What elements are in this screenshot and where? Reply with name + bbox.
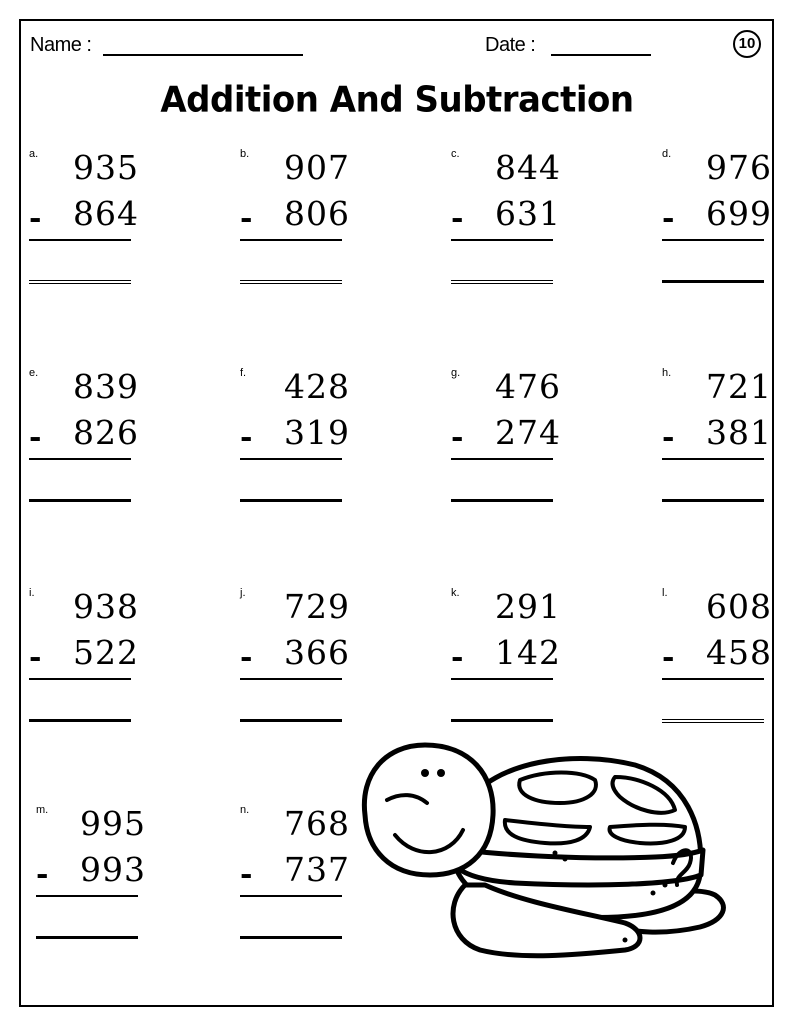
minuend: 844: [495, 148, 561, 187]
subtrahend: 631: [495, 194, 561, 233]
problem-j: [240, 587, 350, 727]
answer-line[interactable]: [451, 280, 553, 284]
minus-sign: -: [240, 420, 253, 455]
minuend: 476: [495, 367, 561, 406]
problem-label: d.: [662, 148, 672, 160]
minus-sign: -: [662, 640, 675, 675]
turtle-eye: [421, 769, 429, 777]
sum-rule: [29, 458, 131, 460]
problem-label: m.: [36, 804, 49, 816]
subtrahend: 274: [495, 413, 561, 452]
minus-sign: -: [240, 640, 253, 675]
problem-e: [29, 367, 139, 507]
problem-label: e.: [29, 367, 39, 379]
sum-rule: [451, 239, 553, 241]
date-field-line[interactable]: [551, 54, 651, 56]
sum-rule: [451, 678, 553, 680]
worksheet-title: Addition And Subtraction: [160, 79, 634, 121]
problem-label: k.: [451, 587, 460, 599]
problem-label: j.: [240, 587, 246, 599]
problem-label: c.: [451, 148, 460, 160]
minuend: 995: [80, 804, 146, 843]
page-number-badge: 10: [733, 30, 761, 58]
subtrahend: 737: [284, 850, 350, 889]
subtrahend: 699: [706, 194, 772, 233]
minuend: 935: [73, 148, 139, 187]
subtrahend: 381: [706, 413, 772, 452]
minuend: 768: [284, 804, 350, 843]
problem-label: l.: [662, 587, 668, 599]
sum-rule: [240, 678, 342, 680]
sum-rule: [240, 895, 342, 897]
problem-b: [240, 148, 350, 288]
sum-rule: [240, 239, 342, 241]
sum-rule: [29, 239, 131, 241]
answer-line[interactable]: [29, 280, 131, 284]
minus-sign: -: [29, 420, 42, 455]
turtle-head: [364, 745, 493, 875]
minuend: 721: [706, 367, 772, 406]
sum-rule: [29, 678, 131, 680]
answer-line[interactable]: [240, 499, 342, 502]
problem-k: [451, 587, 561, 727]
turtle-shell-rim: [457, 850, 703, 885]
name-field-line[interactable]: [103, 54, 303, 56]
minus-sign: -: [451, 420, 464, 455]
minus-sign: -: [662, 420, 675, 455]
minus-sign: -: [240, 857, 253, 892]
answer-line[interactable]: [240, 280, 342, 284]
sum-rule: [36, 895, 138, 897]
minuend: 839: [73, 367, 139, 406]
sum-rule: [240, 458, 342, 460]
minuend: 938: [73, 587, 139, 626]
answer-line[interactable]: [662, 719, 764, 723]
sum-rule: [662, 458, 764, 460]
answer-line[interactable]: [36, 936, 138, 939]
answer-line[interactable]: [240, 936, 342, 939]
answer-line[interactable]: [451, 719, 553, 722]
turtle-eye: [437, 769, 445, 777]
subtrahend: 993: [80, 850, 146, 889]
answer-line[interactable]: [662, 280, 764, 283]
problem-l: [662, 587, 772, 727]
problem-i: [29, 587, 139, 727]
minuend: 428: [284, 367, 350, 406]
problem-label: n.: [240, 804, 250, 816]
problem-d: [662, 148, 772, 288]
minus-sign: -: [662, 201, 675, 236]
answer-line[interactable]: [240, 719, 342, 722]
problem-c: [451, 148, 561, 288]
sum-rule: [662, 678, 764, 680]
answer-line[interactable]: [451, 499, 553, 502]
answer-line[interactable]: [662, 499, 764, 502]
subtrahend: 319: [284, 413, 350, 452]
subtrahend: 826: [73, 413, 139, 452]
name-label: Name :: [30, 34, 92, 56]
problem-label: g.: [451, 367, 461, 379]
problem-label: f.: [240, 367, 247, 379]
problem-g: [451, 367, 561, 507]
problem-m: [36, 804, 146, 944]
turtle-illustration: [355, 735, 770, 970]
sum-rule: [662, 239, 764, 241]
minus-sign: -: [240, 201, 253, 236]
minus-sign: -: [29, 201, 42, 236]
date-label: Date :: [485, 34, 536, 56]
sum-rule: [451, 458, 553, 460]
problem-label: i.: [29, 587, 35, 599]
problem-label: b.: [240, 148, 250, 160]
subtrahend: 864: [73, 194, 139, 233]
problem-h: [662, 367, 772, 507]
subtrahend: 458: [706, 633, 772, 672]
minus-sign: -: [36, 857, 49, 892]
answer-line[interactable]: [29, 719, 131, 722]
problem-a: [29, 148, 139, 288]
problem-label: a.: [29, 148, 39, 160]
problem-label: h.: [662, 367, 672, 379]
subtrahend: 142: [495, 633, 561, 672]
minus-sign: -: [29, 640, 42, 675]
problem-n: [240, 804, 350, 944]
problem-f: [240, 367, 350, 507]
subtrahend: 366: [284, 633, 350, 672]
minus-sign: -: [451, 640, 464, 675]
subtrahend: 522: [73, 633, 139, 672]
minuend: 976: [706, 148, 772, 187]
minuend: 907: [284, 148, 350, 187]
minuend: 729: [284, 587, 350, 626]
minuend: 608: [706, 587, 772, 626]
subtrahend: 806: [284, 194, 350, 233]
minuend: 291: [495, 587, 561, 626]
answer-line[interactable]: [29, 499, 131, 502]
minus-sign: -: [451, 201, 464, 236]
